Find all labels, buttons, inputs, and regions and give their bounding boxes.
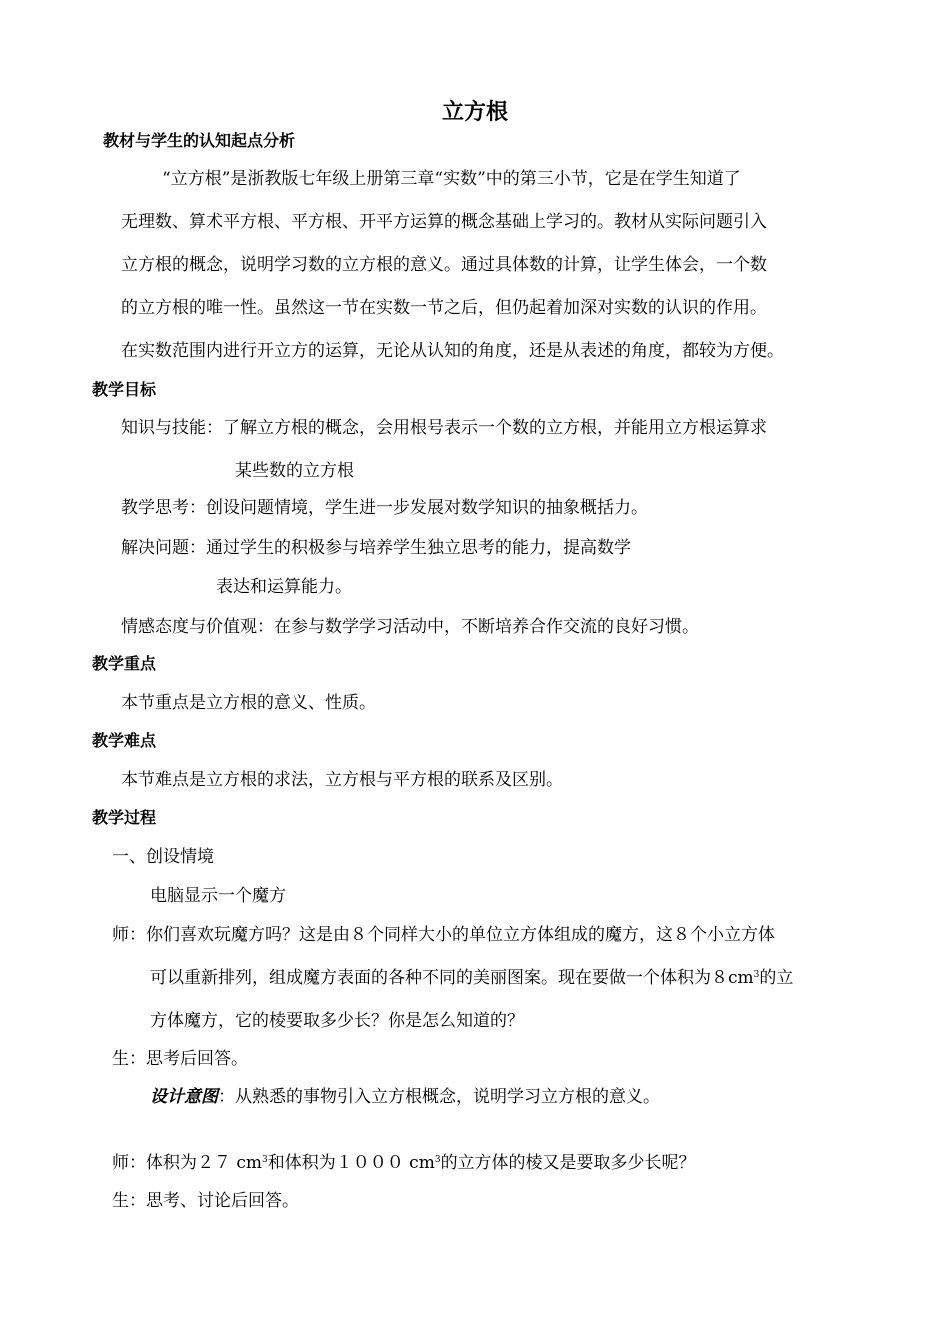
process-computer-display: 电脑显示一个魔方: [150, 886, 286, 906]
goal-solving-line-1: 解决问题：通过学生的积极参与培养学生独立思考的能力，提高数学: [121, 538, 631, 558]
goal-thinking: 教学思考：创设问题情境，学生进一步发展对数学知识的抽象概括力。: [121, 498, 648, 518]
goal-knowledge-line-1: 知识与技能：了解立方根的概念，会用根号表示一个数的立方根，并能用立方根运算求: [121, 418, 767, 438]
teacher-line-4: [112, 1152, 696, 1174]
analysis-line-2: 无理数、算术平方根、平方根、开平方运算的概念基础上学习的。教材从实际问题引入: [121, 212, 767, 232]
teacher-line-4-text-a: 师：体积为２７ cm: [112, 1153, 263, 1173]
goal-attitude: 情感态度与价值观：在参与数学学习活动中，不断培养合作交流的良好习惯。: [121, 617, 699, 637]
design-intent-label: 设计意图: [150, 1087, 218, 1107]
analysis-line-4: 的立方根的唯一性。虽然这一节在实数一节之后，但仍起着加深对实数的认识的作用。: [121, 298, 767, 318]
teacher-line-3: 方体魔方，它的棱要取多少长？你是怎么知道的？: [150, 1011, 524, 1031]
cube-exponent-2: 3: [262, 1155, 268, 1165]
cube-exponent: 3: [753, 970, 760, 980]
goal-knowledge-line-2: 某些数的立方根: [235, 461, 354, 481]
analysis-line-1: “立方根”是浙教版七年级上册第三章“实数”中的第三小节，它是在学生知道了: [162, 169, 741, 189]
key-heading: 教学重点: [92, 654, 157, 673]
student-line-1: 生：思考后回答。: [112, 1049, 248, 1069]
difficulty-heading: 教学难点: [92, 731, 157, 750]
design-intent: [150, 1086, 660, 1108]
teacher-line-2-text: 可以重新排列，组成魔方表面的各种不同的美丽图案。现在要做一个体积为８cm: [150, 968, 754, 988]
teacher-line-4-text-c: 的立方体的棱又是要取多少长呢？: [440, 1153, 696, 1173]
teacher-line-2-tail: 的立: [759, 968, 794, 988]
page-title: 立方根: [441, 100, 508, 125]
cube-exponent-3: 3: [434, 1155, 441, 1165]
teacher-line-4-text-b: 和体积为１０００ cm: [267, 1153, 435, 1173]
goal-solving-line-2: 表达和运算能力。: [216, 577, 352, 597]
process-step-1: 一、创设情境: [112, 847, 214, 867]
analysis-heading: 教材与学生的认知起点分析: [103, 131, 296, 150]
goals-heading: 教学目标: [92, 380, 157, 399]
teacher-line-2: [150, 967, 793, 989]
teacher-line-1: 师：你们喜欢玩魔方吗？这是由８个同样大小的单位立方体组成的魔方，这８个小立方体: [112, 925, 775, 945]
analysis-line-3: 立方根的概念，说明学习数的立方根的意义。通过具体数的计算，让学生体会，一个数: [121, 255, 767, 275]
difficulty-text: 本节难点是立方根的求法，立方根与平方根的联系及区别。: [121, 770, 563, 790]
analysis-line-5: 在实数范围内进行开立方的运算，无论从认知的角度，还是从表述的角度，都较为方便。: [121, 341, 784, 361]
key-text: 本节重点是立方根的意义、性质。: [121, 693, 376, 713]
student-line-2: 生：思考、讨论后回答。: [112, 1191, 299, 1211]
design-intent-text: ：从熟悉的事物引入立方根概念，说明学习立方根的意义。: [218, 1087, 660, 1107]
process-heading: 教学过程: [92, 808, 157, 827]
